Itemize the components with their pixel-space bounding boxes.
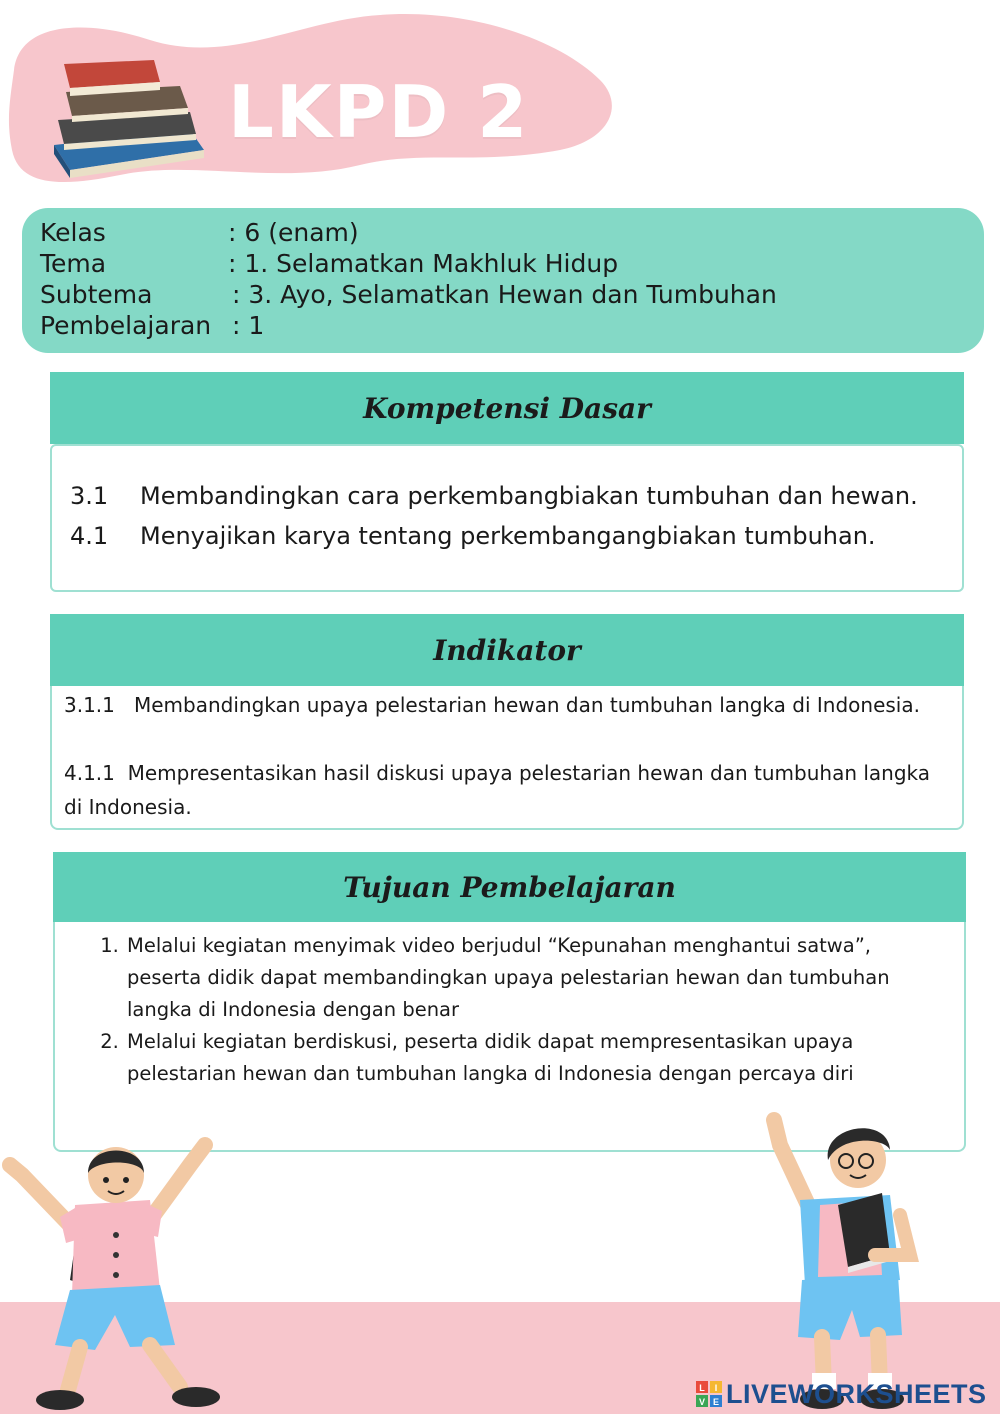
badge-letter: I (714, 1383, 718, 1393)
tujuan-item: 1. Melalui kegiatan menyimak video berjudul “Kepunahan menghantui satwa”, peserta didik dapat membandingkan upaya pelestarian hewan dan tumbuhan langka di Indonesia dengan benar (125, 930, 947, 1026)
indikator-body (50, 686, 964, 830)
books-icon (40, 50, 215, 180)
tujuan-heading: Tujuan Pembelajaran (53, 852, 966, 922)
kompetensi-item (70, 522, 876, 550)
info-row-subtema (40, 280, 777, 310)
kid-boy-illustration (760, 1105, 930, 1414)
liveworksheets-text: LIVEWORKSHEETS (726, 1378, 987, 1409)
indikator-num: 3.1.1 (64, 693, 115, 717)
liveworksheets-logo (696, 1378, 987, 1410)
info-value: : 1 (232, 311, 265, 340)
info-row-tema (40, 249, 618, 279)
tujuan-list-wrap (87, 930, 947, 1090)
liveworksheets-badge-icon (696, 1381, 722, 1407)
kompetensi-text: Menyajikan karya tentang perkembangangbiakan tumbuhan. (140, 522, 876, 550)
info-box (22, 208, 984, 353)
indikator-text: Membandingkan upaya pelestarian hewan dan tumbuhan langka di Indonesia. (133, 693, 920, 717)
info-value: : 6 (enam) (228, 218, 359, 247)
indikator-item (64, 756, 944, 824)
indikator-text: Mempresentasikan hasil diskusi upaya pelestarian hewan dan tumbuhan langka di Indonesia. (64, 761, 931, 819)
indikator-num: 4.1.1 (64, 761, 115, 785)
indikator-heading: Indikator (50, 614, 964, 686)
info-label: Kelas (40, 218, 106, 247)
tujuan-list (87, 930, 947, 1090)
kompetensi-heading: Kompetensi Dasar (50, 372, 964, 444)
kompetensi-num: 3.1 (70, 482, 109, 510)
tujuan-item: 2. Melalui kegiatan berdiskusi, peserta didik dapat mempresentasikan upaya pelestarian hewan dan tumbuhan langka di Indonesia dengan percaya diri (125, 1026, 947, 1090)
info-label: Pembelajaran (40, 311, 212, 340)
info-row-pembelajaran (40, 311, 264, 341)
indikator-item (64, 688, 944, 722)
badge-letter: E (712, 1397, 720, 1407)
info-label: Subtema (40, 280, 153, 309)
kompetensi-item (70, 482, 918, 510)
badge-letter: V (698, 1397, 706, 1407)
info-value: : 1. Selamatkan Makhluk Hidup (228, 249, 619, 278)
kompetensi-body (50, 444, 964, 592)
info-row-kelas (40, 218, 359, 248)
badge-letter: L (699, 1383, 705, 1393)
info-label: Tema (40, 249, 107, 278)
kid-girl-illustration (0, 1125, 240, 1414)
page-title: LKPD 2 (228, 70, 530, 154)
kompetensi-num: 4.1 (70, 522, 109, 550)
info-value: : 3. Ayo, Selamatkan Hewan dan Tumbuhan (232, 280, 777, 309)
kompetensi-text: Membandingkan cara perkembangbiakan tumbuhan dan hewan. (140, 482, 918, 510)
